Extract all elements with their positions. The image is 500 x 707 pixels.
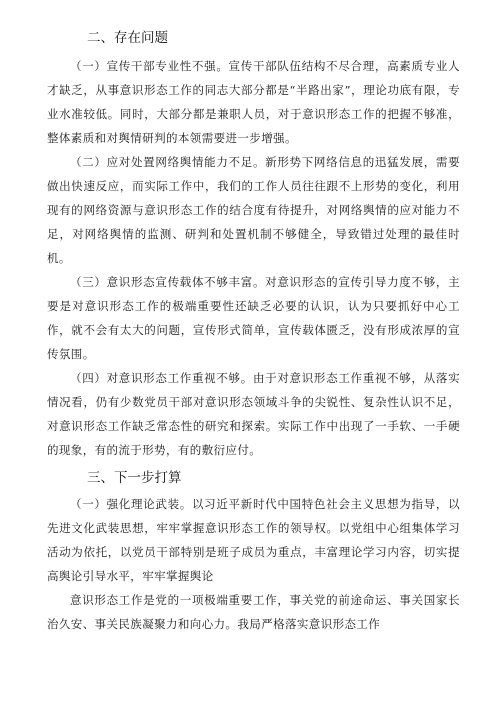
paragraph-plan-1: （一）强化理论武装。以习近平新时代中国特色社会主义思想为指导，以先进文化武装思想，牢牢掌握意识形态工作的领导权。以党组中心组集体学习活动为依托，以党员干部特别是班子成员为重点，丰富理论学习内容，切实提高舆论引导水平，牢牢掌握舆论 [47, 497, 460, 583]
paragraph-plan-2: 意识形态工作是党的一项极端重要工作，事关党的前途命运、事关国家长治久安、事关民族凝聚力和向心力。我局严格落实意识形态工作 [47, 593, 460, 631]
section-heading-next-steps: 三、下一步打算 [87, 470, 182, 486]
paragraph-problem-3: （三）意识形态宣传载体不够丰富。对意识形态的宣传引导力度不够，主要是对意识形态工作的极端重要性还缺乏必要的认识，认为只要抓好中心工作，就不会有太大的问题，宣传形式简单，宣传载体匮乏，没有形成浓厚的宣传氛围。 [47, 275, 460, 361]
paragraph-problem-1: （一）宣传干部专业性不强。宣传干部队伍结构不尽合理，高素质专业人才缺乏，从事意识形态工作的同志大部分都是“半路出家”，理论功底有限，专业水准较低。同时，大部分都是兼职人员，对于意识形态工作的把握不够准，整体素质和对舆情研判的本领需要进一步增强。 [47, 59, 460, 145]
paragraph-problem-4: （四）对意识形态工作重视不够。由于对意识形态工作重视不够，从落实情况看，仍有少数党员干部对意识形态领域斗争的尖锐性、复杂性认识不足，对意识形态工作缺乏常态性的研究和探索。实际工作中出现了一手软、一手硬的现象，有的流于形势，有的敷衍应付。 [47, 371, 460, 457]
paragraph-problem-2: （二）应对处置网络舆情能力不足。新形势下网络信息的迅猛发展，需要做出快速反应，而实际工作中，我们的工作人员往往跟不上形势的变化，利用现有的网络资源与意识形态工作的结合度有待提升，对网络舆情的应对能力不足，对网络舆情的监测、研判和处置机制不够健全，导致错过处理的最佳时机。 [47, 155, 460, 265]
section-heading-problems: 二、存在问题 [87, 30, 168, 46]
